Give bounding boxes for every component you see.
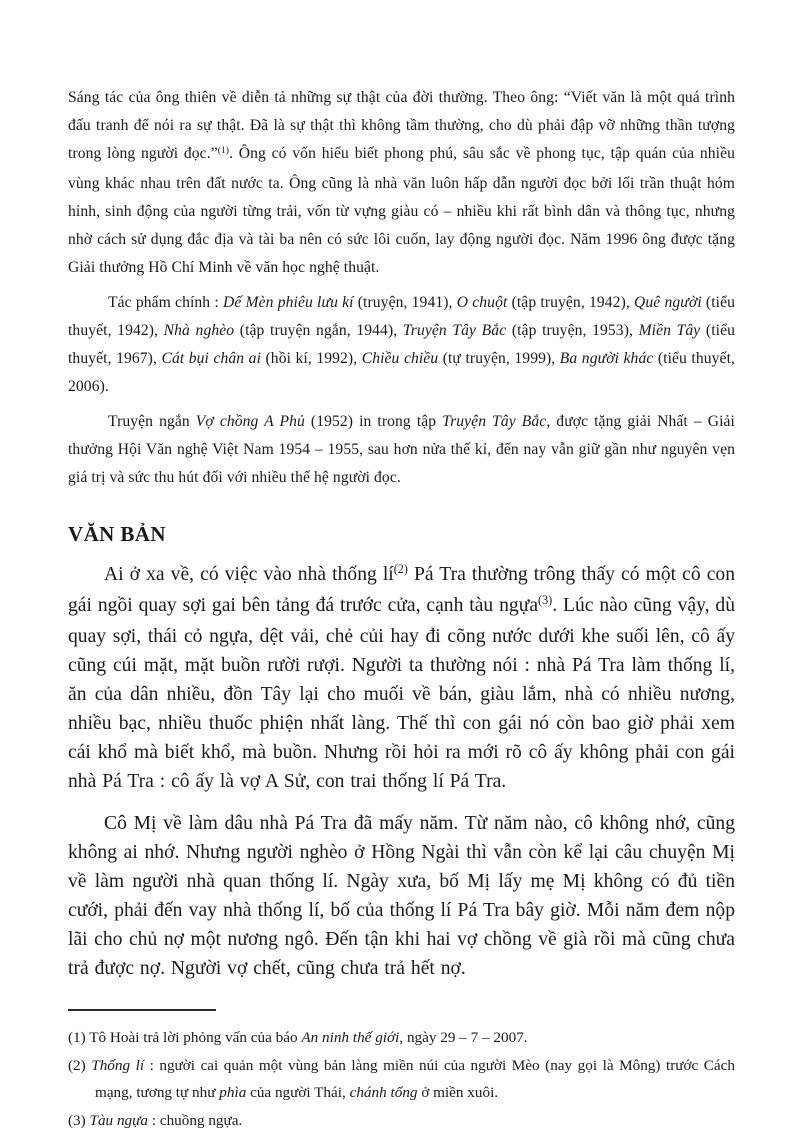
footnotes-section bbox=[68, 1009, 735, 1128]
footnote-3: (3) Tàu ngựa : chuồng ngựa. bbox=[68, 1111, 243, 1128]
footnote-separator-rule bbox=[68, 1009, 216, 1011]
story-paragraph-2: Cô Mị về làm dâu nhà Pá Tra đã mấy năm. Từ năm nào, cô không nhớ, cũng không ai nhớ. Nhưng người nghèo ở Hồng Ngài thì vẫn còn kể lại câu chuyện Mị về làm người nhà quan thống lí. Ngày xưa, bố Mị lấy mẹ Mị không có đủ tiền cưới, phải đến vay nhà thống lí, bố của thống lí Pá Tra bây giờ. Mỗi năm đem nộp lãi cho chủ nợ một nương ngô. Đến tận khi hai vợ chồng về già rồi mà cũng chưa trả được nợ. Người vợ chết, cũng chưa trả hết nợ. bbox=[68, 813, 735, 979]
story-paragraph-1: Ai ở xa về, có việc vào nhà thống $lí^{(2)}$ Pá Tra thường trông thấy có một cô con gái ngồi quay sợi gai bên tảng đá trước cửa, cạnh tàu ngựa$^{(3)}$. Lúc nào cũng vậy, dù quay sợi, thái cỏ ngựa, dệt vải, chẻ củi hay đi cõng nước dưới khe suối lên, cô ấy cũng cúi mặt, mặt buồn rười rượi. Người ta thường nói : nhà Pá Tra làm thống lí, ăn của dân nhiều, đồn Tây lại cho muối về bán, giàu lắm, nhà có nhiều nương, nhiều bạc, nhiều thuốc phiện nhất làng. Thế thì con gái nó còn bao giờ phải xem cái khổ mà biết khổ, mà buồn. Nhưng rồi hỏi ra mới rõ cô ấy không phải con gái nhà Pá Tra : cô ấy là vợ A Sử, con trai thống lí Pá Tra. bbox=[68, 562, 735, 792]
author-bio-paragraph: Sáng tác của ông thiên về diễn tả những sự thật của đời thường. Theo ông: “Viết văn là một quá trình đấu tranh để nói ra sự thật. Đã là sự thật thì không tầm thường, cho dù phải đập vỡ những thần tượng trong lòng người đọc.”$^{(1)}$. Ông có vốn hiểu biết phong phú, sâu sắc về phong tục, tập quán của nhiều vùng khác nhau trên đất nước ta. Ông cũng là nhà văn luôn hấp dẫn người đọc bởi lối trần thuật hóm hỉnh, sinh động của người từng trải, vốn từ vựng giàu có – nhiều khi rất bình dân và thông tục, nhưng nhờ cách sử dụng đắc địa và tài ba nên có sức lôi cuốn, lay động người đọc. Năm 1996 ông được tặng Giải thưởng Hồ Chí Minh về văn học nghệ thuật. bbox=[68, 89, 735, 276]
main-works-paragraph: Tác phẩm chính : Dế Mèn phiêu lưu kí (truyện, 1941), O chuột (tập truyện, 1942), Quê người (tiểu thuyết, 1942), Nhà nghèo (tập truyện ngắn, 1944), Truyện Tây Bắc (tập truyện, 1953), Miền Tây (tiểu thuyết, 1967), Cát bụi chân ai (hồi kí, 1992), Chiều chiều (tự truyện, 1999), Ba người khác (tiểu thuyết, 2006). bbox=[68, 294, 736, 395]
footnote-2: (2) Thống lí : người cai quản một vùng bản làng miền núi của người Mèo (nay gọi là Mông) trước Cách mạng, tương tự như phìa của người Thái, chánh tổng ở miền xuôi. bbox=[68, 1056, 736, 1101]
footnote-1: (1) Tô Hoài trả lời phỏng vấn của báo An ninh thế giới, ngày 29 – 7 – 2007. bbox=[68, 1029, 528, 1046]
section-heading-van-ban: VĂN BẢN bbox=[68, 522, 166, 546]
award-paragraph: Truyện ngắn Vợ chồng A Phủ (1952) in trong tập Truyện Tây Bắc, được tặng giải Nhất – Giải thưởng Hội Văn nghệ Việt Nam 1954 – 1955, sau hơn nửa thế kỉ, đến nay vẫn giữ gần như nguyên vẹn giá trị và sức thu hút đối với nhiều thế hệ người đọc. bbox=[68, 413, 735, 486]
